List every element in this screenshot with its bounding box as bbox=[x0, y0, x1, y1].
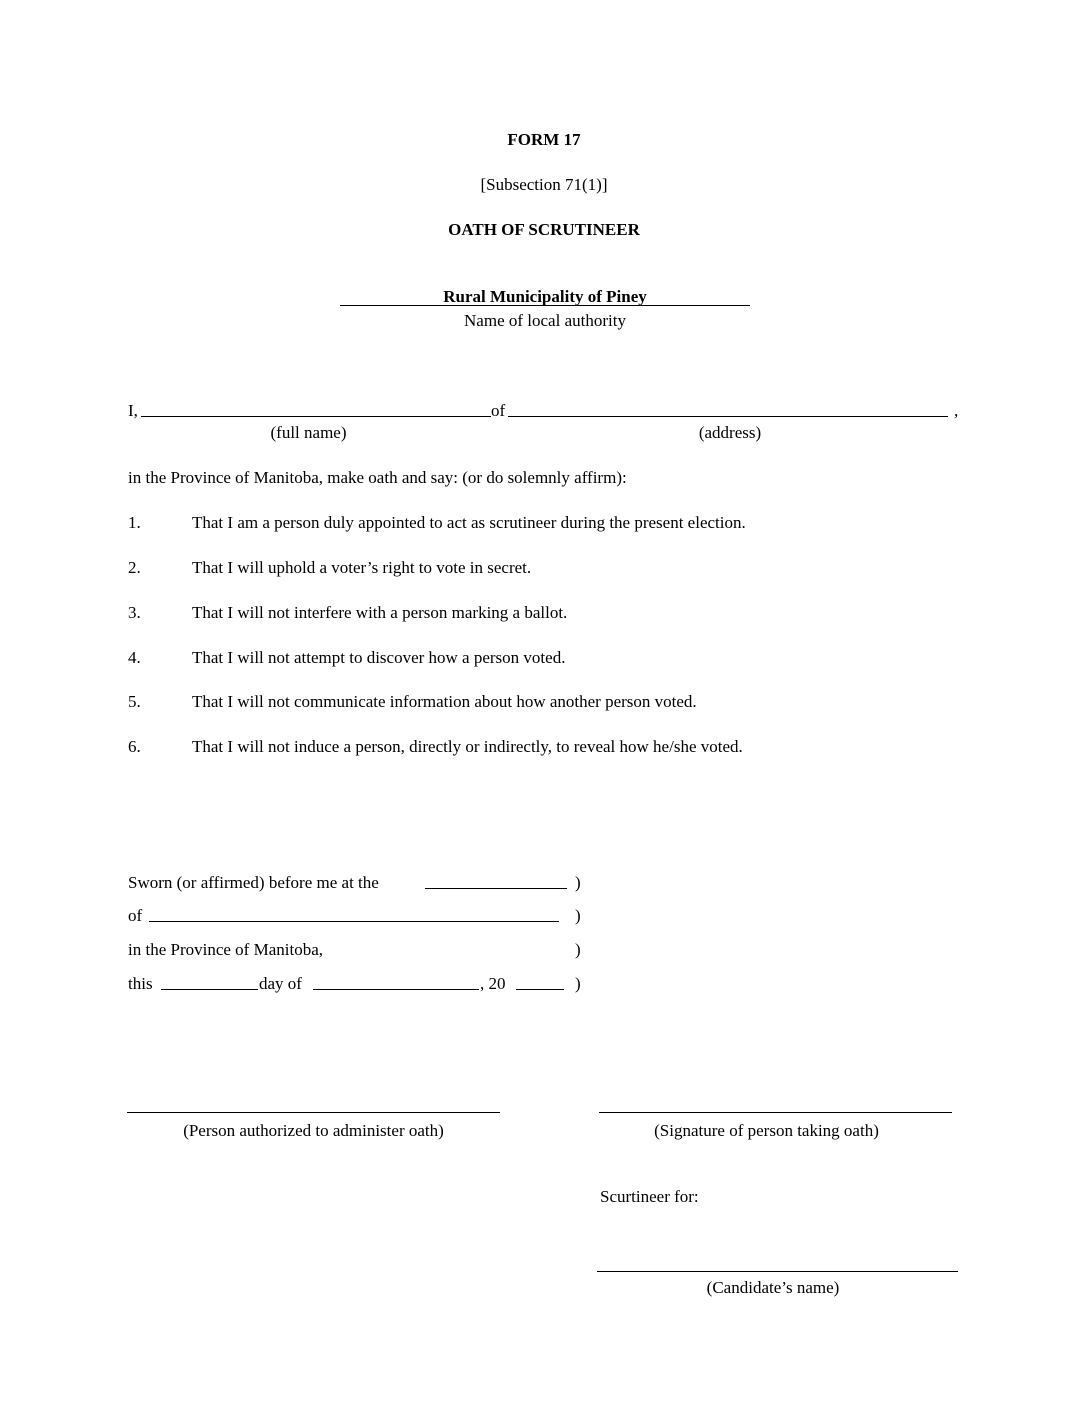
statement-text: That I will uphold a voter’s right to vote in secret. bbox=[192, 558, 532, 577]
full-name-field[interactable] bbox=[141, 416, 491, 417]
form-number: FORM 17 bbox=[507, 130, 581, 149]
statement-text: That I will not attempt to discover how a person voted. bbox=[192, 648, 566, 667]
day-field[interactable] bbox=[161, 989, 258, 990]
jurat-year-prefix: , 20 bbox=[480, 974, 506, 993]
full-name-caption: (full name) bbox=[270, 423, 347, 442]
jurat-province: in the Province of Manitoba, bbox=[128, 940, 323, 959]
statement-number: 3. bbox=[128, 603, 141, 622]
declarant-comma: , bbox=[954, 401, 959, 420]
jurat-paren: ) bbox=[575, 873, 581, 892]
scrutineer-for-label: Scurtineer for: bbox=[600, 1187, 699, 1206]
signer-caption: (Signature of person taking oath) bbox=[654, 1121, 879, 1140]
address-field[interactable] bbox=[508, 416, 948, 417]
jurat-paren: ) bbox=[575, 906, 581, 925]
oath-intro: in the Province of Manitoba, make oath and say: (or do solemnly affirm): bbox=[128, 468, 627, 487]
signer-signature-line[interactable] bbox=[599, 1112, 952, 1113]
of-word: of bbox=[491, 401, 506, 420]
sworn-at-field[interactable] bbox=[425, 888, 567, 889]
authority-underline bbox=[340, 305, 750, 306]
form-title: OATH OF SCRUTINEER bbox=[448, 220, 640, 239]
address-caption: (address) bbox=[698, 423, 762, 442]
statement-text: That I will not induce a person, directly or indirectly, to reveal how he/she voted. bbox=[192, 737, 743, 756]
jurat-this: this bbox=[128, 974, 153, 993]
year-field[interactable] bbox=[516, 989, 564, 990]
administrator-caption: (Person authorized to administer oath) bbox=[183, 1121, 444, 1140]
authority-caption: Name of local authority bbox=[464, 311, 626, 330]
statement-number: 1. bbox=[128, 513, 141, 532]
statement-number: 4. bbox=[128, 648, 141, 667]
statement-text: That I am a person duly appointed to act as scrutineer during the present election. bbox=[192, 513, 746, 532]
authority-name: Rural Municipality of Piney bbox=[443, 287, 647, 306]
statement-number: 2. bbox=[128, 558, 141, 577]
statement-text: That I will not communicate information about how another person voted. bbox=[192, 692, 697, 711]
subsection-reference: [Subsection 71(1)] bbox=[480, 175, 608, 194]
statement-number: 5. bbox=[128, 692, 141, 711]
jurat-paren: ) bbox=[575, 974, 581, 993]
statement-number: 6. bbox=[128, 737, 141, 756]
candidate-name-line[interactable] bbox=[597, 1271, 958, 1272]
statement-text: That I will not interfere with a person marking a ballot. bbox=[192, 603, 568, 622]
jurat-day-of: day of bbox=[259, 974, 302, 993]
administrator-signature-line[interactable] bbox=[127, 1112, 500, 1113]
jurat-paren: ) bbox=[575, 940, 581, 959]
jurat-of: of bbox=[128, 906, 143, 925]
jurat-sworn-at: Sworn (or affirmed) before me at the bbox=[128, 873, 379, 892]
jurat-of-field[interactable] bbox=[149, 921, 559, 922]
declarant-prefix: I, bbox=[128, 401, 138, 420]
candidate-caption: (Candidate’s name) bbox=[706, 1278, 840, 1297]
month-field[interactable] bbox=[313, 989, 479, 990]
